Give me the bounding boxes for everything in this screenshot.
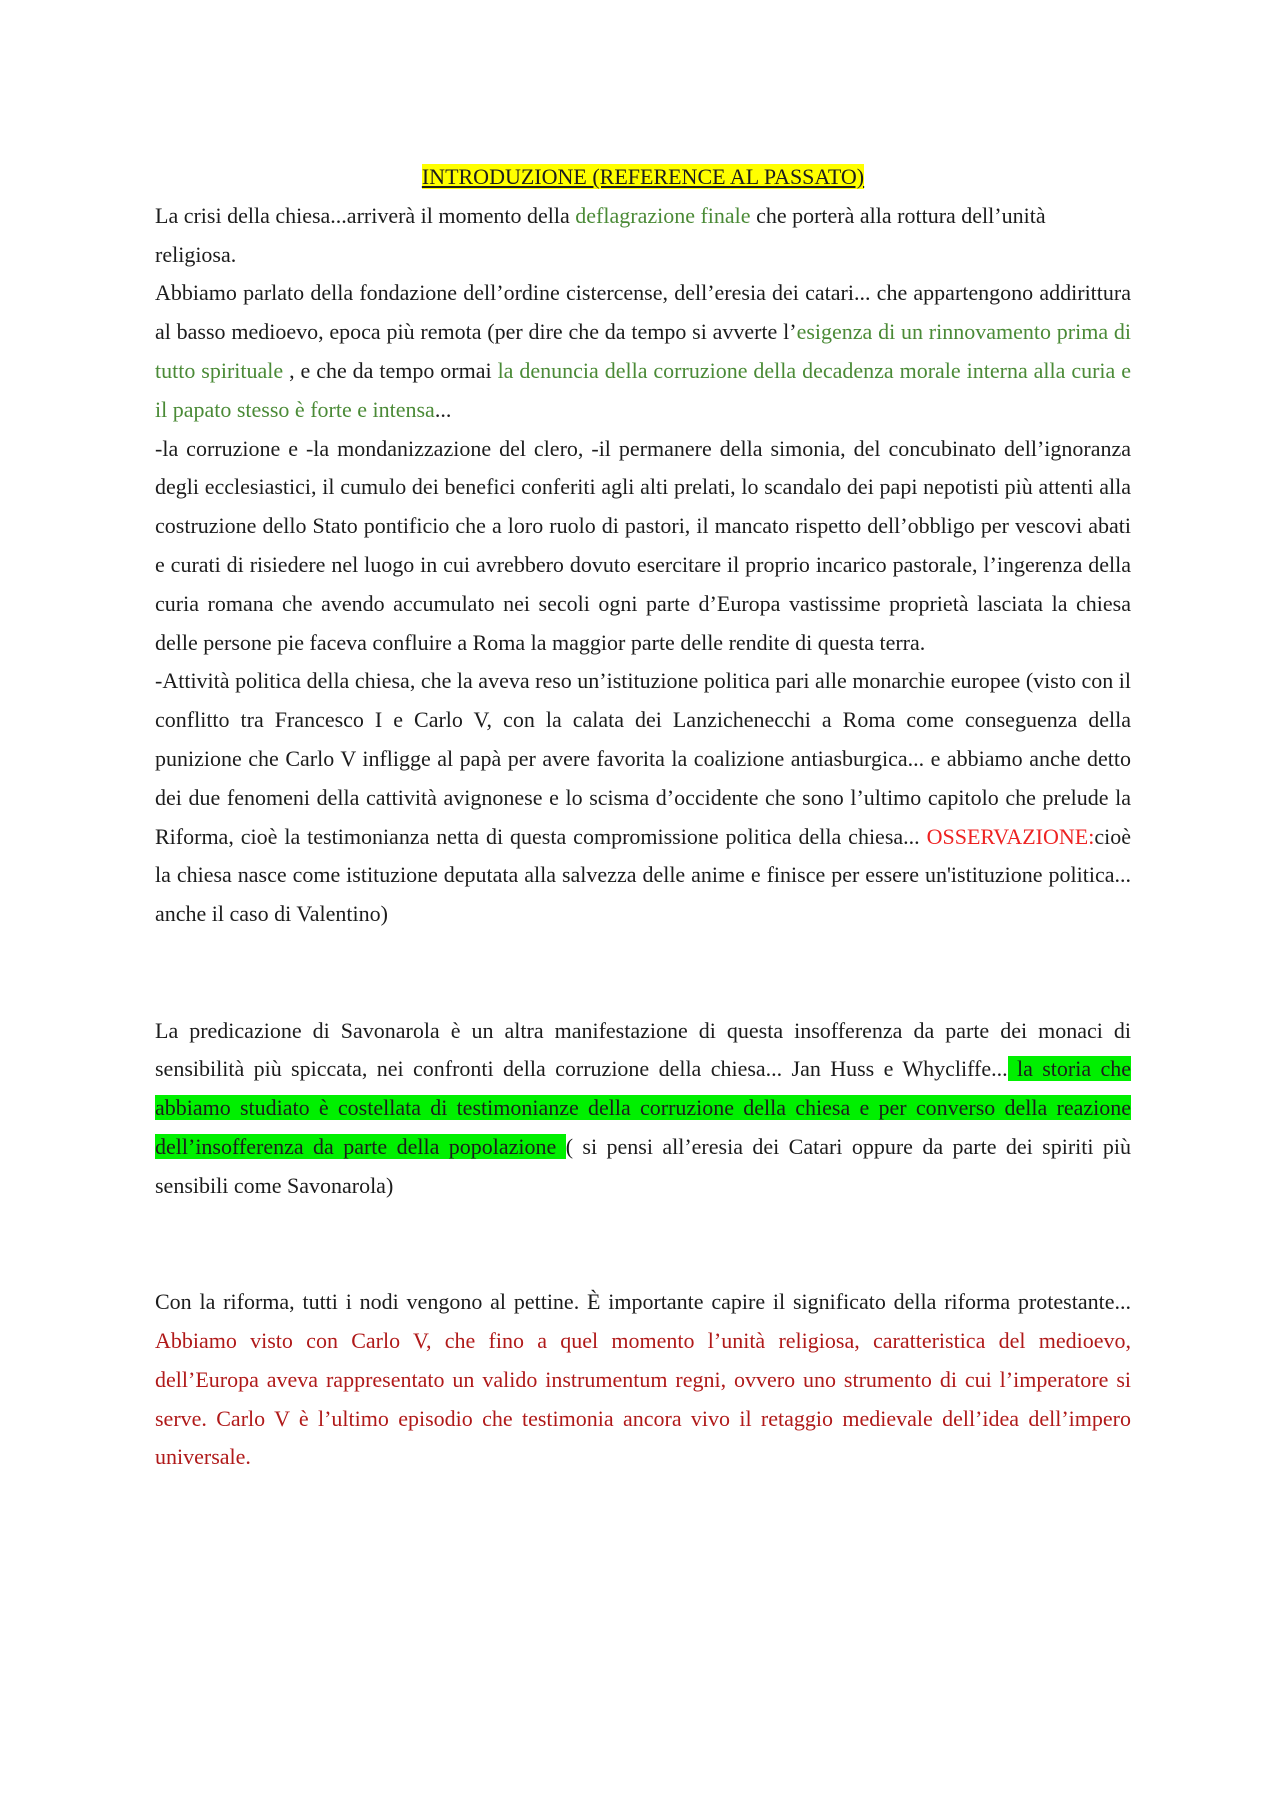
dark-red-text-run: Abbiamo visto con Carlo V, che fino a quel momento l’unità religiosa, caratteristica del medioevo, dell’Europa aveva rappresentato un valido instrumentum regni, ovvero uno strumento di cui l’imperatore si serve. Carlo V è l’ultimo episodio che testimonia ancora vivo il retaggio medievale dell’idea dell’impero universale. (155, 1327, 1131, 1470)
text-run: Con la riforma, tutti i nodi vengono al pettine. È importante capire il significato della riforma protestante... (155, 1289, 1131, 1315)
red-text-run: OSSERVAZIONE: (926, 823, 1095, 849)
text-run: ... (434, 396, 452, 422)
green-text-run: deflagrazione finale (575, 202, 751, 228)
paragraph-attivita-politica (155, 662, 1131, 934)
text-run: La crisi della chiesa...arriverà il momento della (155, 202, 576, 228)
text-run: ( si pensi all’eresia dei Catari oppure da parte dei spiriti più sensibili come Savonarola) (155, 1133, 1132, 1198)
spacer (155, 1206, 1131, 1284)
paragraph-crisi (155, 197, 1131, 275)
document-title (155, 158, 1131, 197)
paragraph-corruzione: -la corruzione e -la mondanizzazione del clero, -il permanere della simonia, del concubinato dell’ignoranza degli ecclesiastici, il cumulo dei benefici conferiti agli alti prelati, lo scandalo dei papi nepotisti più attenti alla costruzione dello Stato pontificio che a loro ruolo di pastori, il mancato rispetto dell’obbligo per vescovi abati e curati di risiedere nel luogo in cui avrebbero dovuto esercitare il proprio incarico pastorale, l’ingerenza della curia romana che avendo accumulato nei secoli ogni parte d’Europa vastissime proprietà lasciata la chiesa delle persone pie faceva confluire a Roma la maggior parte delle rendite di questa terra. (155, 435, 1131, 655)
title-text: INTRODUZIONE (REFERENCE AL PASSATO) (421, 164, 865, 189)
spacer (155, 934, 1131, 1012)
text-run: , e che da tempo ormai (283, 357, 498, 383)
green-text-run: la denuncia della corruzione della decadenza morale interna alla curia e il papato stesso è forte e intensa (155, 357, 1131, 422)
paragraph-cistercense (155, 274, 1131, 429)
document-page (155, 158, 1131, 1477)
text-run: cioè la chiesa nasce come istituzione deputata alla salvezza delle anime e finisce per essere un'istituzione politica... anche il caso di Valentino) (155, 823, 1131, 927)
green-text-run: esigenza di un rinnovamento prima di tutto spirituale (155, 319, 1131, 383)
text-run: -Attività politica della chiesa, che la aveva reso un’istituzione politica pari alle monarchie europee (visto con il conflitto tra Francesco I e Carlo V, con la calata dei Lanzichenecchi a Roma come conseguenza della punizione che Carlo V infligge al papà per avere favorita la coalizione antiasburgica... e abbiamo anche detto dei due fenomeni della cattività avignonese e lo scisma d’occidente che sono l’ultimo capitolo che prelude la Riforma, cioè la testimonianza netta di questa compromissione politica della chiesa... (155, 668, 1131, 849)
paragraph-riforma (155, 1283, 1131, 1477)
text-run: La predicazione di Savonarola è un altra manifestazione di questa insofferenza da parte dei monaci di sensibilità più spiccata, nei confronti della corruzione della chiesa... Jan Huss e Whycliffe... (155, 1017, 1131, 1082)
text-run: Abbiamo parlato della fondazione dell’ordine cistercense, dell’eresia dei catari... che appartengono addirittura al basso medioevo, epoca più remota (per dire che da tempo si avverte l’ (155, 280, 1131, 345)
highlighted-text-run: la storia che abbiamo studiato è costellata di testimonianze della corruzione della chiesa e per converso della reazione dell’insofferenza da parte della popolazione (155, 1056, 1131, 1159)
text-run: che porterà alla rottura dell’unità religiosa. (155, 202, 1046, 267)
paragraph-savonarola (155, 1012, 1131, 1206)
